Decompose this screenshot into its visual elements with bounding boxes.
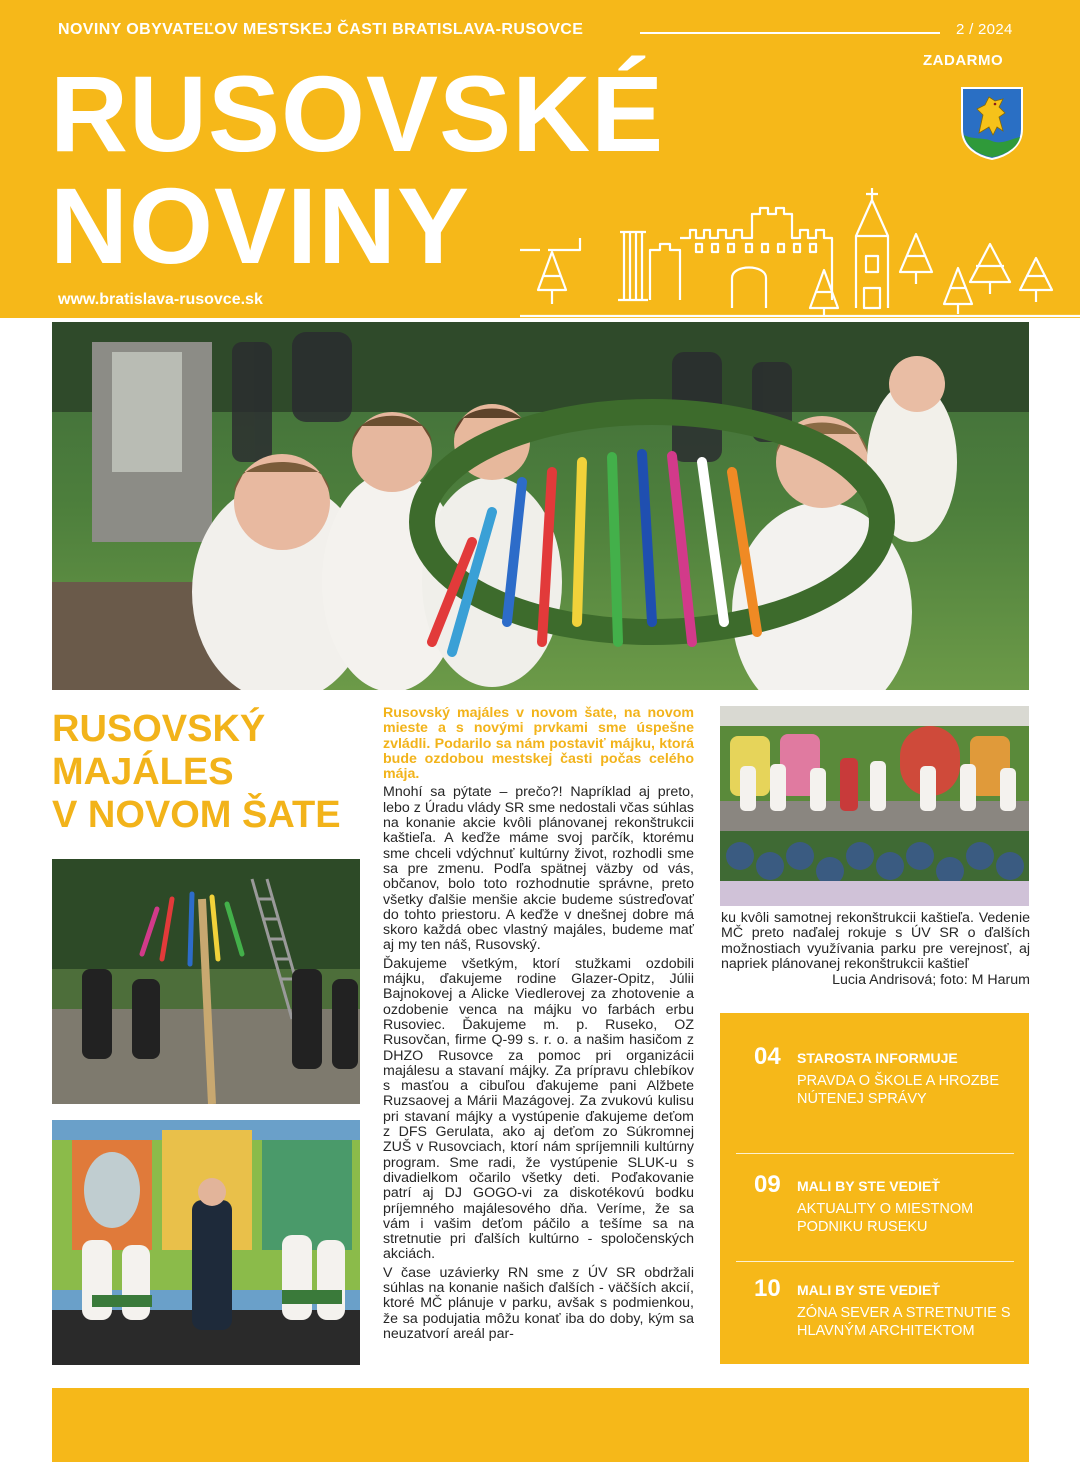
contents-description: ZÓNA SEVER A STRETNUTIE S HLAVNÝM ARCHITEKTOM	[797, 1305, 1011, 1339]
headline-line: MAJÁLES	[52, 750, 234, 793]
contents-page-number: 04	[754, 1043, 781, 1070]
rusovce-coat-of-arms-icon	[959, 85, 1025, 161]
contents-category: MALI BY STE VEDIEŤ	[797, 1282, 940, 1298]
masthead-title-line-1: RUSOVSKÉ	[50, 53, 665, 174]
photo-folk-dance-stage	[720, 706, 1029, 906]
article-credit: Lucia Andrisová; foto: M Harum	[832, 972, 1030, 989]
contents-page-number: 10	[754, 1275, 781, 1302]
issue-number: 2 / 2024	[956, 21, 1013, 38]
article-lead: Rusovský majáles v novom šate, na novom mieste a s novými prvkami sme úspešne zvládli. Podarilo sa nám postaviť májku, ktorá bude ozdobou mestskej časti počas celého mája.	[383, 705, 694, 783]
town-skyline-line-art-icon	[520, 180, 1080, 318]
article-continuation	[721, 911, 1030, 988]
article-headline	[52, 708, 362, 837]
article-paragraph: Ďakujeme všetkým, ktorí stužkami ozdobili májku, ďakujeme rodine Glazer-Opitz, Júlii Bajnokovej a Alicke Viedlerovej za zhotovenie a ozdobenie venca na májku vo farbách erbu Rusoviec. Ďakujeme m. p. Ruseko, OZ Rusovčan, firme Q-99 s. r. o. a našim hasičom z DHZO Rusovce za pomoc pri organizácii majálesu a stavaní májky. Za prípravu chlebíkov s masťou a cibuľou ďakujeme pani Alžbete Ruzsaovej a Márii Mazágovej. Za zvukovú kulisu pri stavaní májky a vystúpenie ďakujeme deťom z DFS Gerulata, ako aj deťom zo Súkromnej ZUŠ v Rusovciach, ktorí nám spríjemnili kultúrny program. Sme radi, že vystúpenie SLUK-u s divadielkom očarilo všetky deti. Poďakovanie patrí aj DJ GOGO-vi za diskotékovú bodku príjemného majálesového dňa. Veríme, že sa vám i vašim deťom páčilo a tešíme sa na stretnutie pri ďalších kultúrno - spoločenských akciách.	[383, 955, 694, 1263]
article-paragraph: V čase uzávierky RN sme z ÚV SR obdržali súhlas na konanie našich ďalších - väčších akcií, ktoré MČ plánuje v parku, avšak s podmienkou, že sa podujatia môžu konať iba do doby, kým sa neuzatvorí areál par-	[383, 1264, 694, 1342]
contents-page-number: 09	[754, 1171, 781, 1198]
contents-divider	[736, 1153, 1014, 1154]
hero-photo-majales-girls-wreath	[52, 322, 1029, 690]
tagline: NOVINY OBYVATEĽOV MESTSKEJ ČASTI BRATISLAVA-RUSOVCE	[58, 21, 584, 38]
photo-maypole-raising	[52, 859, 360, 1104]
tagline-rule	[640, 32, 940, 34]
free-label: ZADARMO	[923, 52, 1004, 69]
masthead	[0, 0, 1080, 318]
contents-category: MALI BY STE VEDIEŤ	[797, 1178, 940, 1194]
website-link[interactable]: www.bratislava-rusovce.sk	[58, 291, 263, 308]
photo-stage-performance	[52, 1120, 360, 1365]
contents-category: STAROSTA INFORMUJE	[797, 1050, 958, 1066]
contents-description: PRAVDA O ŠKOLE A HROZBE NÚTENEJ SPRÁVY	[797, 1073, 999, 1107]
contents-box	[720, 1013, 1029, 1364]
article-paragraph: Mnohí sa pýtate – prečo?! Napríklad aj preto, lebo z Úradu vlády SR sme nedostali včas súhlas na konanie akcie kvôli plánovanej rekonštrukcii kaštieľa. A keďže máme svoj parčík, ktorému sme chceli vdýchnuť kultúrny život, rozhodli sme sa pre zmenu. Podľa spätnej väzby od vás, občanov, bolo toto rozhodnutie správne, preto všetky ďalšie menšie akcie budeme sústreďovať do tohto priestoru. A keďže v dnešnej dobre má skoro každá obec vlastný majáles, budeme mať aj my ten náš, Rusovský.	[383, 784, 694, 954]
masthead-title-line-2: NOVINY	[50, 165, 471, 286]
article-paragraph: ku kvôli samotnej rekonštrukcii kaštieľa. Vedenie MČ preto naďalej rokuje s ÚV SR o ďalších možnostiach využívania parku pre verejnosť, aj napriek plánovanej rekonštrukcii kaštieľ	[721, 910, 1030, 972]
footer-bar	[52, 1388, 1029, 1462]
headline-line: V NOVOM ŠATE	[52, 793, 341, 836]
headline-line: RUSOVSKÝ	[52, 708, 266, 750]
contents-divider	[736, 1261, 1014, 1262]
article-body-column	[383, 706, 694, 1345]
contents-description: AKTUALITY O MIESTNOM PODNIKU RUSEKU	[797, 1201, 974, 1235]
